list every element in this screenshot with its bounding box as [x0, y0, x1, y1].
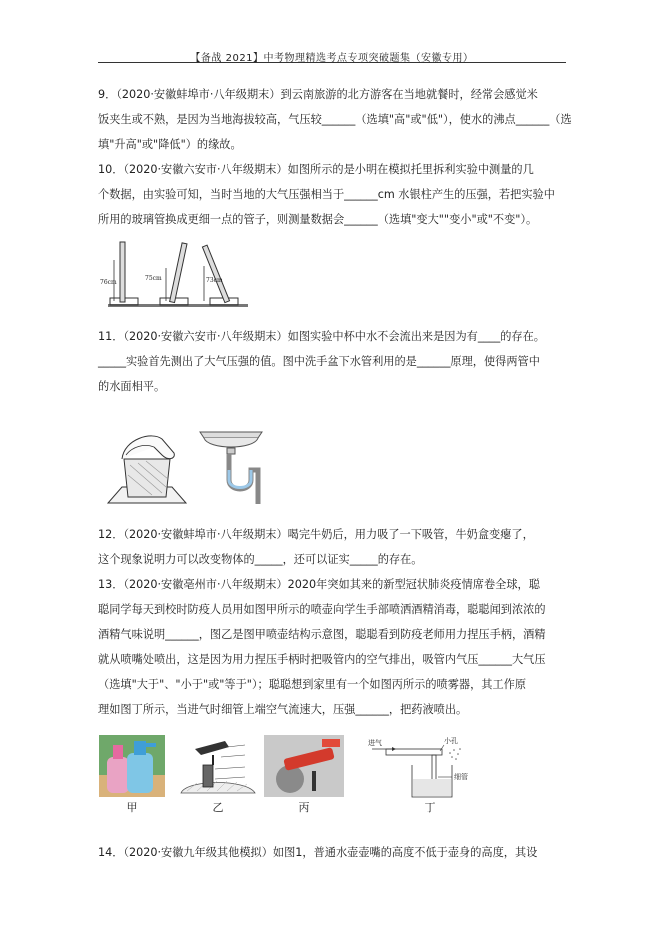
q9-line-3: 填"升高"或"降低"）的缘故。	[98, 138, 242, 151]
label-73cm: 73cm	[206, 277, 223, 284]
q11-line-3: 的水面相平。	[98, 380, 166, 393]
q11-line-2: _____实验首先测出了大气压强的值。图中洗手盆下水管利用的是______原理，使得两管中	[98, 355, 540, 368]
q13-line-2: 聪同学每天到校时防疫人员用如图甲所示的喷壶向学生手部喷洒酒精消毒，聪聪闻到浓浓的	[98, 603, 546, 616]
label-75cm: 75cm	[145, 275, 162, 282]
sink-pipe-figure	[196, 428, 266, 506]
q10-line-3: 所用的玻璃管换成更细一点的管子，则测量数据会______（选填"变大""变小"或"不变"）。	[98, 213, 538, 226]
q10-line-1: 10．（2020·安徽六安市·八年级期末）如图所示的是小明在模拟托里拆利实验中测量的几	[98, 163, 534, 176]
q13-line-6: 理如图丁所示，当进气时细管上端空气流速大，压强______，把药液喷出。	[98, 703, 468, 716]
label-jia: 甲	[126, 801, 138, 814]
q10-line-2: 个数据，由实验可知，当时当地的大气压强相当于______cm 水银柱产生的压强，若把实验中	[98, 188, 555, 201]
q9-line-1: 9．（2020·安徽蚌埠市·八年级期末）到云南旅游的北方游客在当地就餐时，经常会感觉米	[98, 88, 538, 101]
tube-3	[202, 245, 229, 303]
page-header: 【备战 2021】中考物理精选考点专项突破题集（安徽专用）	[190, 53, 474, 64]
label-hole: 小孔	[444, 737, 458, 745]
q12-line-2: 这个现象说明力可以改变物体的_____，还可以证实_____的存在。	[98, 553, 423, 566]
label-inlet: 进气	[368, 739, 382, 747]
q13-line-3: 酒精气味说明______，图乙是图甲喷壶结构示意图，聪聪看到防疫老师用力捏压手柄，酒精	[98, 628, 546, 641]
q9-line-2: 饭夹生或不熟，是因为当地海拔较高，气压较______（选填"高"或"低"），使水的沸点______（选	[98, 113, 572, 126]
torricelli-figure	[100, 238, 250, 318]
label-tube: 细管	[454, 773, 468, 781]
tube-2	[170, 243, 187, 303]
figure-ding	[368, 735, 488, 815]
figure-bing	[264, 735, 344, 815]
label-76cm: 76cm	[100, 279, 117, 286]
figure-jia	[99, 735, 165, 815]
tube-1	[120, 242, 125, 302]
q12-line-1: 12．（2020·安徽蚌埠市·八年级期末）喝完牛奶后，用力吸了一下吸管，牛奶盒变瘪了，	[98, 528, 534, 541]
label-bing: 丙	[298, 801, 310, 814]
q13-line-1: 13．（2020·安徽亳州市·八年级期末）2020年突如其来的新型冠状肺炎疫情席卷全球，聪	[98, 578, 540, 591]
q13-line-4: 就从喷嘴处喷出，这是因为用力捏压手柄时把吸管内的空气排出，吸管内气压______大气压	[98, 653, 546, 666]
q14-line-1: 14．（2020·安徽九年级其他模拟）如图1，普通水壶壶嘴的高度不低于壶身的高度，其设	[98, 846, 538, 859]
q11-line-1: 11．（2020·安徽六安市·八年级期末）如图实验中杯中水不会流出来是因为有____的存在。	[98, 330, 545, 343]
figure-yi	[177, 735, 259, 815]
label-ding: 丁	[424, 801, 436, 814]
q13-line-5: （选填"大于"、"小于"或"等于"）；聪聪想到家里有一个如图丙所示的喷雾器，其工作原	[98, 678, 527, 691]
label-yi: 乙	[212, 801, 224, 814]
cup-experiment-figure	[102, 425, 192, 507]
header-divider	[98, 62, 566, 63]
